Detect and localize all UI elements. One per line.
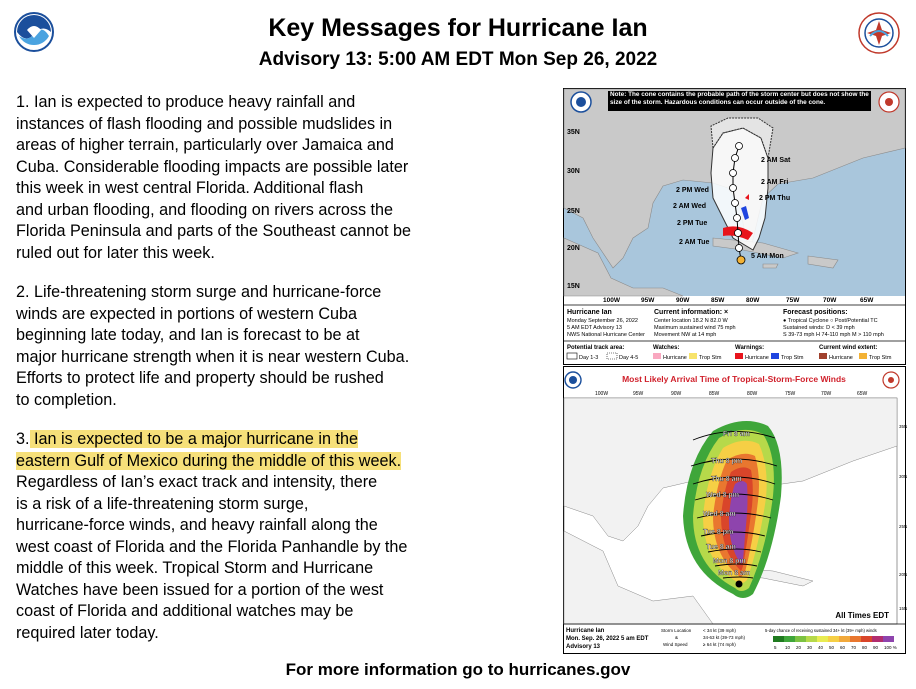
lon-label: 70W [823,297,837,304]
legend-day45: Day 4-5 [619,355,639,361]
scale-value-label: 100 % [884,645,897,650]
track-label: 2 AM Sat [761,157,791,164]
date-line: Monday September 26, 2022 [567,318,638,324]
scale-swatch [773,636,784,642]
lon-label: 100W [595,391,609,397]
date-line: Mon. Sep. 26, 2022 5 am EDT [566,636,649,642]
arrival-label: Thu 8 am [711,476,742,483]
message-line: Florida Peninsula and parts of the Southeast cannot be [16,222,412,240]
lon-label: 90W [676,297,690,304]
current-info-line: Movement NW at 14 mph [654,332,717,338]
scale-swatch [828,636,839,642]
advisory-line: Advisory 13 [566,644,601,650]
highlighted-text: eastern Gulf of Mexico during the middle of this week. [16,451,402,470]
lat-label: 35N [899,424,908,429]
scale-swatch [850,636,861,642]
wind-arrival-graphic [563,366,906,654]
scale-value-label: 30 [807,645,813,650]
message-line-highlighted [16,451,471,473]
message-line: is a risk of a life-threatening storm surge, [16,494,309,513]
scale-swatch [872,636,883,642]
forecast-line: ● Tropical Cyclone ○ Post/Potential TC [783,318,878,324]
lon-label: 85W [709,391,720,397]
scale-value-label: 80 [862,645,868,650]
highlighted-text: Ian is expected to be a major hurricane in the [29,430,358,448]
lon-label: 95W [633,391,644,397]
message-line: Watches have been issued for a portion of the west [16,580,384,599]
scale-value-label: 50 [829,645,835,650]
lat-label: 20N [899,572,908,577]
arrival-label: Mon 8 pm [713,558,746,565]
scale-swatch [883,636,894,642]
lon-label: 95W [641,297,655,304]
lat-label: 30N [899,474,908,479]
speed-line: ≥ 64 kt (74 mph) [703,642,736,647]
message-line: west coast of Florida and the Florida Panhandle by the [16,537,408,556]
legend-warnings: Warnings: [735,345,765,351]
message-line: major hurricane strength when it is near western Cuba. [16,347,410,366]
scale-value-label: 90 [873,645,879,650]
scale-value-label: 10 [785,645,791,650]
message-line: to completion. [16,390,117,409]
current-info-header: Current information: × [654,309,729,316]
track-label: 2 PM Thu [759,195,791,202]
message-line: ruled out for later this week. [16,243,215,262]
message-line: Regardless of Ian’s exact track and intensity, there [16,473,378,491]
arrival-label: Wed 8 am [703,511,736,518]
forecast-line: Sustained winds: D < 39 mph [783,325,855,331]
arrival-label: Fri 8 am [723,431,750,438]
lon-label: 65W [860,297,874,304]
legend-wind-hurricane: Hurricane [829,355,853,361]
track-label: 2 AM Tue [679,239,710,246]
lat-label: 35N [567,129,580,136]
lon-label: 80W [746,297,760,304]
center-line: NWS National Hurricane Center [567,332,645,338]
lon-label: 80W [747,391,758,397]
track-label: 2 AM Fri [761,179,789,186]
speed-line: 34-63 kt (39-73 mph) [703,635,746,640]
amp-label: & [675,635,679,640]
storm-name: Hurricane Ian [566,628,605,634]
message-line: beginning late today, and Ian is forecast to be at [16,326,360,344]
lat-label: 30N [567,168,580,175]
scale-title: 5-day chance of receiving sustained 34+ kt (39+ mph) winds [765,628,877,633]
scale-value-label: 70 [851,645,857,650]
legend-track-area: Potential track area: [567,345,625,351]
storm-name: Hurricane Ian [567,309,612,316]
legend-hurricane-warning: Hurricane [745,355,769,361]
arrival-label: Tue 8 pm [703,529,734,536]
message-line: 2. Life-threatening storm surge and hurricane-force [16,283,382,301]
lon-label: 85W [711,297,725,304]
arrival-label: Wed 8 pm [706,492,739,499]
message-line: middle of this week. Tropical Storm and Hurricane [16,559,374,577]
legend-watches: Watches: [653,345,680,351]
legend-wind-ts: Trop Stm [869,355,892,361]
scale-value-label: 60 [840,645,846,650]
legend-ts-watch: Trop Stm [699,355,722,361]
message-line: coast of Florida and additional watches may be [16,602,354,620]
speed-line: < 34 kt (39 mph) [703,628,736,633]
legend-wind-extent: Current wind extent: [819,345,878,351]
key-message-1 [16,92,471,264]
message-line: Cuba. Considerable flooding impacts are possible later [16,157,409,176]
lat-label: 20N [567,245,580,252]
scale-swatch [817,636,828,642]
page-title: Key Messages for Hurricane Ian [268,14,648,42]
page-subtitle: Advisory 13: 5:00 AM EDT Mon Sep 26, 2022 [258,49,658,70]
key-message-3 [16,429,471,644]
lat-label: 25N [899,524,908,529]
lon-label: 65W [857,391,868,397]
lon-label: 70W [821,391,832,397]
message-line: Efforts to protect life and property should be rushed [16,369,384,387]
forecast-line: S 39-73 mph H 74-110 mph M > 110 mph [783,332,884,338]
cone-note: Note: The cone contains the probable path of the storm center but does not show the size of the storm. Hazardous conditions can occur outside of the cone. [610,91,869,106]
message-line: areas of higher terrain, particularly over Jamaica and [16,136,394,154]
all-times-label: All Times EDT [835,611,889,620]
scale-swatch [795,636,806,642]
scale-value-label: 20 [796,645,802,650]
scale-value-label: 5 [774,645,777,650]
lon-label: 75W [785,391,796,397]
message-line: 1. Ian is expected to produce heavy rainfall and [16,93,356,111]
storm-location-icon [736,581,743,588]
key-message-2 [16,282,471,411]
arrival-label: Thu 8 pm [711,458,743,465]
message-line: required later today. [16,623,159,642]
wind-speed-label: Wind Speed [663,642,688,647]
current-info-line: Center location 18.2 N 82.0 W [654,318,728,324]
message-line: hurricane-force winds, and heavy rainfall along the [16,516,378,534]
arrival-label: Mon 8 am [718,570,751,577]
scale-value-label: 40 [818,645,824,650]
lat-label: 25N [567,208,580,215]
track-label: 2 PM Tue [677,220,708,227]
message-number: 3. [16,430,30,448]
message-line: this week in west central Florida. Additional flash [16,179,364,197]
footer-link-text: For more information go to hurricanes.gov [285,660,631,679]
lon-label: 90W [671,391,682,397]
message-line: and urban flooding, and flooding on rivers across the [16,200,394,219]
scale-swatch [861,636,872,642]
message-line: instances of flash flooding and possible mudslides in [16,114,393,133]
forecast-cone-graphic [563,88,906,365]
lon-label: 75W [786,297,800,304]
legend-ts-warning: Trop Stm [781,355,804,361]
lat-label: 15N [899,606,908,611]
advisory-line: 5 AM EDT Advisory 13 [567,325,622,331]
scale-swatch [839,636,850,642]
current-info-line: Maximum sustained wind 75 mph [654,325,736,331]
track-label: 2 PM Wed [676,187,709,194]
storm-location-label: Storm Location [661,628,692,633]
scale-swatch [806,636,817,642]
arrival-label: Tue 8 am [706,544,736,551]
scale-swatch [784,636,795,642]
forecast-positions-header: Forecast positions: [783,309,848,316]
legend-hurricane-watch: Hurricane [663,355,687,361]
message-line: winds are expected in portions of western Cuba [16,304,358,323]
lat-label: 15N [567,283,580,290]
track-label: 2 AM Wed [673,203,707,210]
wind-graphic-title: Most Likely Arrival Time of Tropical-Storm-Force Winds [622,374,846,384]
lon-label: 100W [603,297,620,304]
message-line-highlighted [16,429,471,451]
track-label: 5 AM Mon [751,253,784,260]
legend-day13: Day 1-3 [579,355,599,361]
